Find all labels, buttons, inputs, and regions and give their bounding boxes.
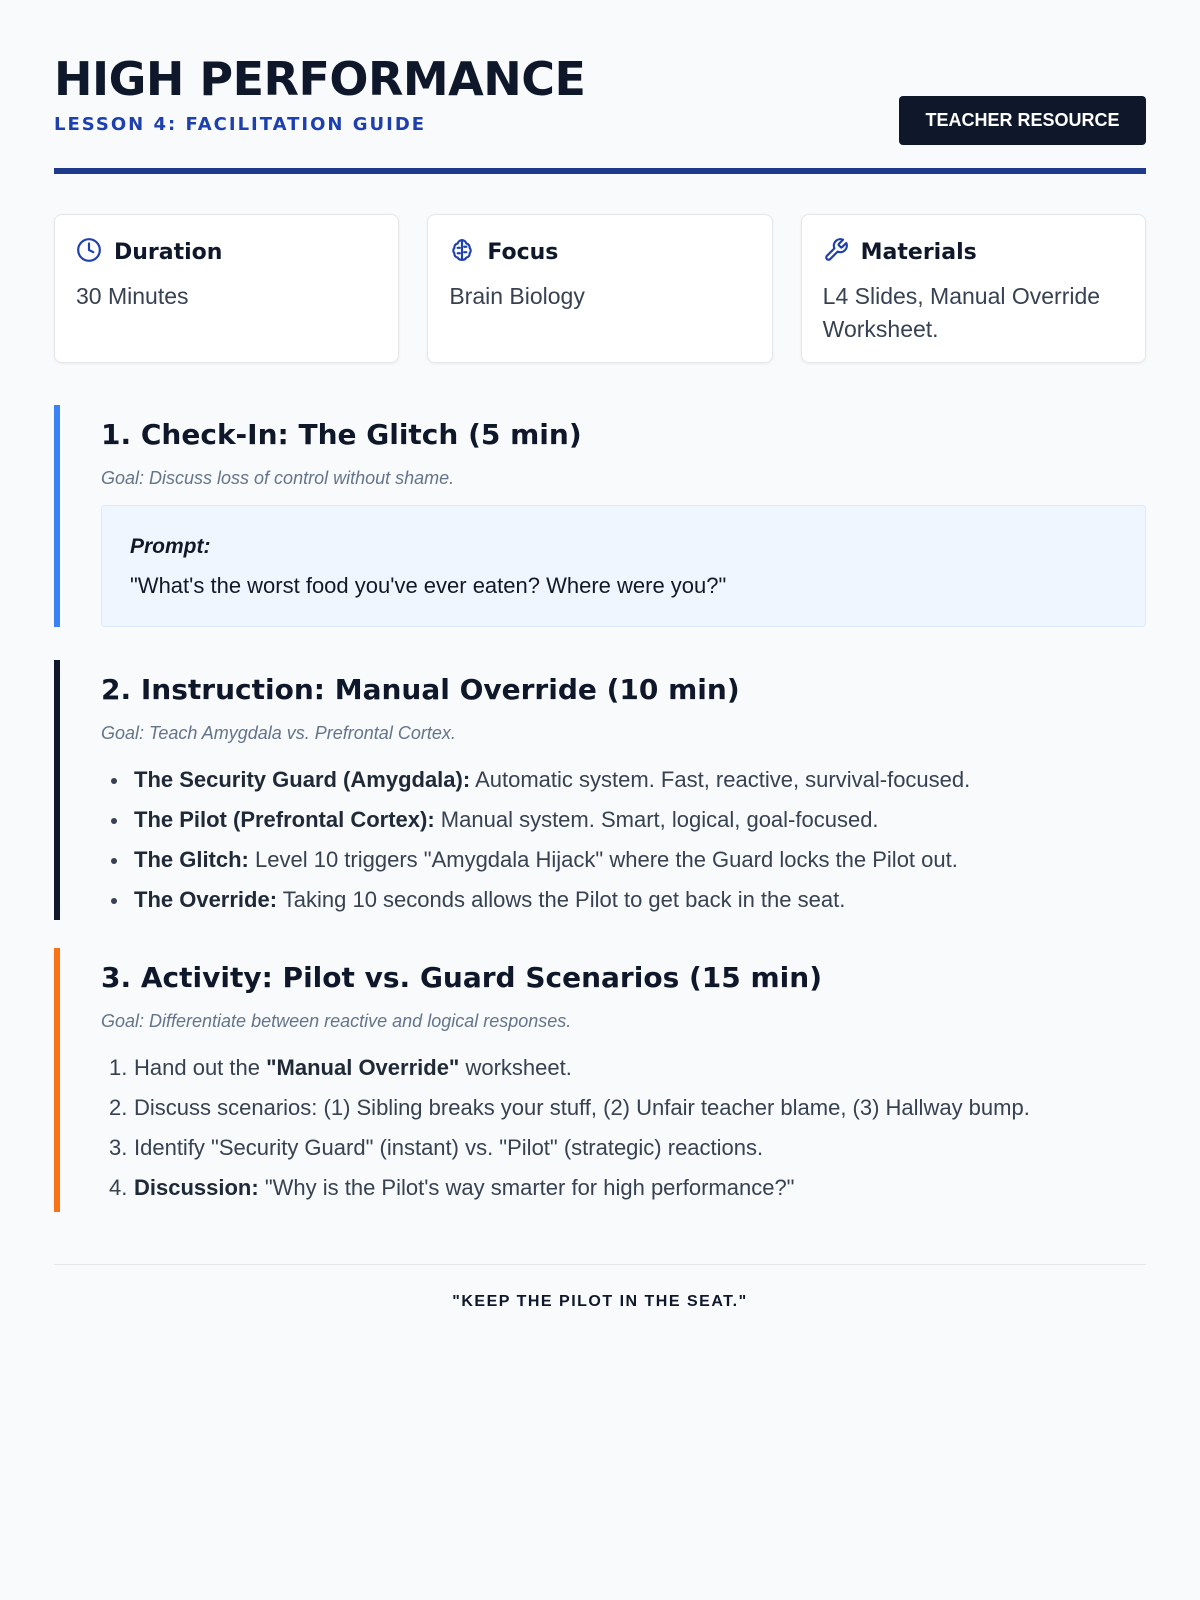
list-item xyxy=(101,840,1146,880)
list-item-term: The Pilot (Prefrontal Cortex): xyxy=(134,807,435,832)
activity-steps xyxy=(101,1048,1146,1212)
step-number: 3. xyxy=(109,1135,128,1160)
materials-card xyxy=(801,214,1146,363)
step-number: 1. xyxy=(109,1055,128,1080)
list-item-text: Manual system. Smart, logical, goal-focused. xyxy=(434,807,879,832)
footer-quote: "KEEP THE PILOT IN THE SEAT." xyxy=(452,1293,748,1310)
footer-divider xyxy=(54,1264,1146,1265)
list-item-term: The Override: xyxy=(134,887,278,912)
brain-icon xyxy=(449,237,475,268)
step-number: 4. xyxy=(109,1175,128,1200)
list-item xyxy=(101,880,1146,920)
list-item xyxy=(101,760,1146,800)
duration-label: Duration xyxy=(114,240,223,265)
list-item xyxy=(101,1128,1146,1168)
section-goal: Goal: Teach Amygdala vs. Prefrontal Cortex. xyxy=(101,723,456,743)
focus-value: Brain Biology xyxy=(449,283,585,309)
prompt-label: Prompt: xyxy=(130,535,211,558)
list-item-term: The Security Guard (Amygdala): xyxy=(134,767,471,792)
section-activity xyxy=(54,948,1146,1212)
list-item xyxy=(101,1048,1146,1088)
step-number: 2. xyxy=(109,1095,128,1120)
list-item xyxy=(101,800,1146,840)
list-item-text: Taking 10 seconds allows the Pilot to get back in the seat. xyxy=(277,887,846,912)
page-title: HIGH PERFORMANCE xyxy=(54,52,586,106)
info-cards xyxy=(54,214,1146,363)
step-emphasis: "Manual Override" xyxy=(266,1055,460,1080)
step-text: "Why is the Pilot's way smarter for high performance?" xyxy=(258,1175,795,1200)
concept-list xyxy=(101,760,1146,920)
wrench-icon xyxy=(823,237,849,268)
list-item xyxy=(101,1088,1146,1128)
step-text: Identify "Security Guard" (instant) vs. "Pilot" (strategic) reactions. xyxy=(134,1135,764,1160)
list-item xyxy=(101,1168,1146,1208)
list-item-text: Level 10 triggers "Amygdala Hijack" where the Guard locks the Pilot out. xyxy=(248,847,958,872)
section-title: 2. Instruction: Manual Override (10 min) xyxy=(101,673,740,706)
step-text: worksheet. xyxy=(459,1055,572,1080)
materials-label: Materials xyxy=(860,240,977,265)
prompt-box xyxy=(101,505,1146,627)
focus-card xyxy=(427,214,772,363)
section-instruction xyxy=(54,660,1146,920)
section-title: 1. Check-In: The Glitch (5 min) xyxy=(101,418,582,451)
section-check-in xyxy=(54,405,1146,627)
step-text: Discuss scenarios: (1) Sibling breaks your stuff, (2) Unfair teacher blame, (3) Hallway bump. xyxy=(134,1095,1030,1120)
list-item-text: Automatic system. Fast, reactive, survival-focused. xyxy=(470,767,971,792)
page-header xyxy=(54,0,1146,174)
step-text: Hand out the xyxy=(134,1055,267,1080)
materials-value: L4 Slides, Manual Override Worksheet. xyxy=(822,283,1101,342)
focus-label: Focus xyxy=(487,240,559,265)
list-item-term: The Glitch: xyxy=(134,847,249,872)
section-goal: Goal: Differentiate between reactive and logical responses. xyxy=(101,1011,572,1031)
section-title: 3. Activity: Pilot vs. Guard Scenarios (15 min) xyxy=(101,961,822,994)
teacher-resource-badge: TEACHER RESOURCE xyxy=(899,96,1146,145)
duration-value: 30 Minutes xyxy=(76,283,189,309)
page-subtitle: LESSON 4: FACILITATION GUIDE xyxy=(54,114,427,135)
section-accent-bar xyxy=(54,660,60,920)
section-accent-bar xyxy=(54,948,60,1212)
prompt-text: "What's the worst food you've ever eaten? Where were you?" xyxy=(130,573,727,598)
section-goal: Goal: Discuss loss of control without shame. xyxy=(101,468,455,488)
duration-card xyxy=(54,214,399,363)
clock-icon xyxy=(76,237,102,268)
step-emphasis: Discussion: xyxy=(134,1175,259,1200)
section-accent-bar xyxy=(54,405,60,627)
